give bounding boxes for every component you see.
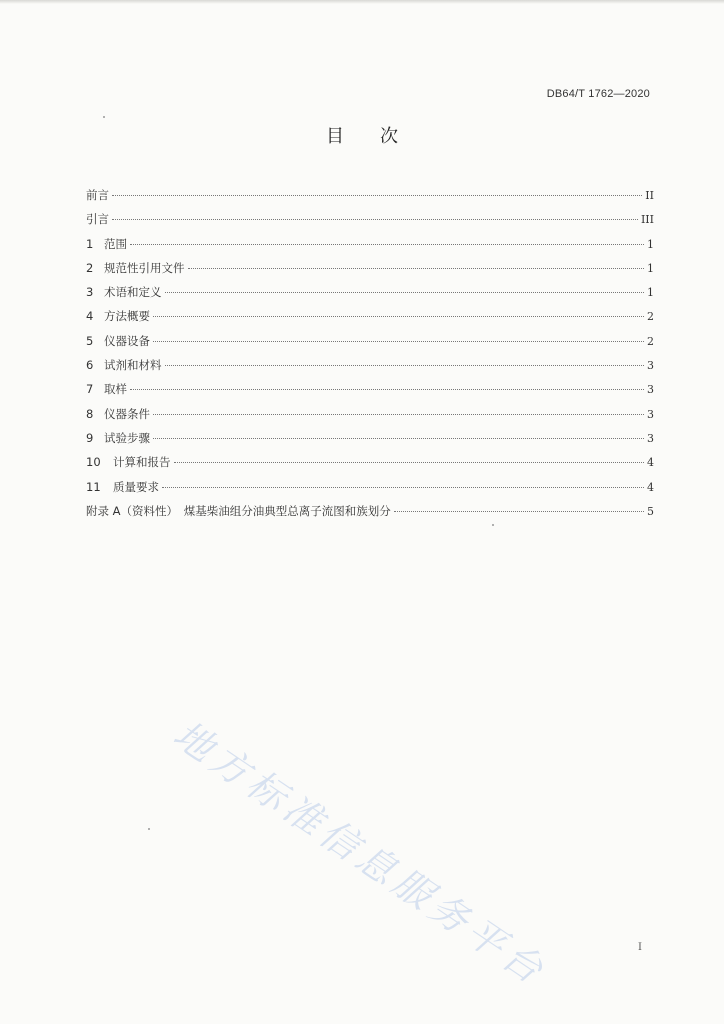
toc-entry-reagents-materials[interactable] — [86, 357, 654, 381]
toc-entry-label: 规范性引用文件 — [104, 260, 185, 275]
toc-entry-introduction[interactable] — [86, 211, 654, 235]
toc-entry-label: 范围 — [104, 236, 127, 251]
scan-speck — [103, 116, 105, 118]
toc-entry-label: 仪器条件 — [104, 406, 150, 421]
document-code: DB64/T 1762—2020 — [546, 88, 650, 100]
toc-entry-label: 计算和报告 — [113, 455, 171, 470]
toc-entry-normative-references[interactable] — [86, 260, 654, 284]
toc-entry-label: 仪器设备 — [104, 333, 150, 348]
toc-leader-dots — [153, 316, 644, 317]
page-number: I — [638, 942, 642, 953]
toc-entry-page: II — [645, 189, 654, 202]
toc-entry-label: 前言 — [86, 188, 109, 202]
toc-entry-terms-definitions[interactable] — [86, 284, 654, 308]
toc-entry-label: 试验步骤 — [104, 430, 150, 445]
toc-entry-number: 11 — [86, 479, 101, 494]
toc-entry-label: 引言 — [86, 212, 109, 227]
toc-entry-label: 质量要求 — [113, 479, 159, 494]
toc-entry-sampling[interactable] — [86, 381, 654, 405]
toc-entry-label: 方法概要 — [104, 309, 150, 324]
toc-entry-calculation-report[interactable] — [86, 454, 654, 478]
toc-entry-number: 10 — [86, 455, 101, 470]
toc-entry-page: 3 — [647, 383, 654, 397]
toc-leader-dots — [112, 219, 638, 220]
toc-entry-method-summary[interactable] — [86, 308, 654, 332]
toc-entry-test-procedure[interactable] — [86, 430, 654, 454]
toc-entry-page: III — [640, 213, 654, 227]
toc-entry-number: 8 — [86, 406, 94, 421]
toc-entry-foreword[interactable] — [86, 187, 654, 211]
toc-leader-dots — [112, 195, 642, 196]
toc-entry-label: 附录 A（资料性） 煤基柴油组分油典型总离子流图和族划分 — [86, 503, 391, 518]
toc-entry-label: 取样 — [104, 382, 127, 397]
toc-leader-dots — [165, 292, 645, 293]
toc-entry-number: 6 — [86, 358, 94, 373]
toc-entry-page: 4 — [647, 480, 654, 494]
toc-leader-dots — [188, 268, 645, 269]
toc-entry-page: 2 — [647, 334, 654, 348]
toc-leader-dots — [162, 487, 644, 488]
watermark: 地方标准信息服务平台 — [165, 712, 556, 995]
toc-leader-dots — [130, 244, 644, 245]
toc-entry-page: 3 — [647, 407, 654, 421]
toc-entry-apparatus[interactable] — [86, 333, 654, 357]
toc-entry-page: 4 — [647, 456, 654, 470]
scan-edge — [0, 0, 724, 4]
toc-entry-number: 7 — [86, 382, 94, 397]
scan-speck — [492, 524, 494, 526]
toc-entry-number: 1 — [86, 236, 94, 251]
table-of-contents — [86, 187, 654, 527]
toc-leader-dots — [130, 389, 644, 390]
toc-title-char-1: 目 — [326, 126, 344, 147]
toc-entry-annex-a[interactable] — [86, 503, 654, 527]
toc-entry-quality-requirements[interactable] — [86, 479, 654, 503]
toc-entry-label: 术语和定义 — [104, 285, 162, 300]
toc-entry-page: 1 — [647, 286, 654, 300]
toc-entry-number: 4 — [86, 309, 94, 324]
toc-entry-scope[interactable] — [86, 236, 654, 260]
toc-leader-dots — [153, 341, 644, 342]
toc-entry-number: 9 — [86, 430, 94, 445]
toc-leader-dots — [153, 414, 644, 415]
toc-leader-dots — [165, 365, 645, 366]
toc-entry-page: 3 — [647, 359, 654, 373]
toc-entry-number: 5 — [86, 333, 94, 348]
toc-entry-page: 1 — [647, 237, 654, 251]
toc-entry-page: 3 — [647, 431, 654, 445]
toc-entry-page: 2 — [647, 310, 654, 324]
scan-speck — [148, 828, 150, 830]
toc-entry-page: 1 — [647, 261, 654, 275]
toc-leader-dots — [174, 462, 645, 463]
toc-entry-label: 试剂和材料 — [104, 358, 162, 373]
toc-entry-page: 5 — [647, 504, 654, 518]
toc-entry-number: 3 — [86, 285, 94, 300]
toc-title-char-2: 次 — [380, 126, 398, 147]
toc-title — [0, 122, 724, 148]
toc-leader-dots — [153, 438, 644, 439]
toc-entry-number: 2 — [86, 260, 94, 275]
toc-entry-instrument-conditions[interactable] — [86, 406, 654, 430]
toc-leader-dots — [394, 511, 644, 512]
